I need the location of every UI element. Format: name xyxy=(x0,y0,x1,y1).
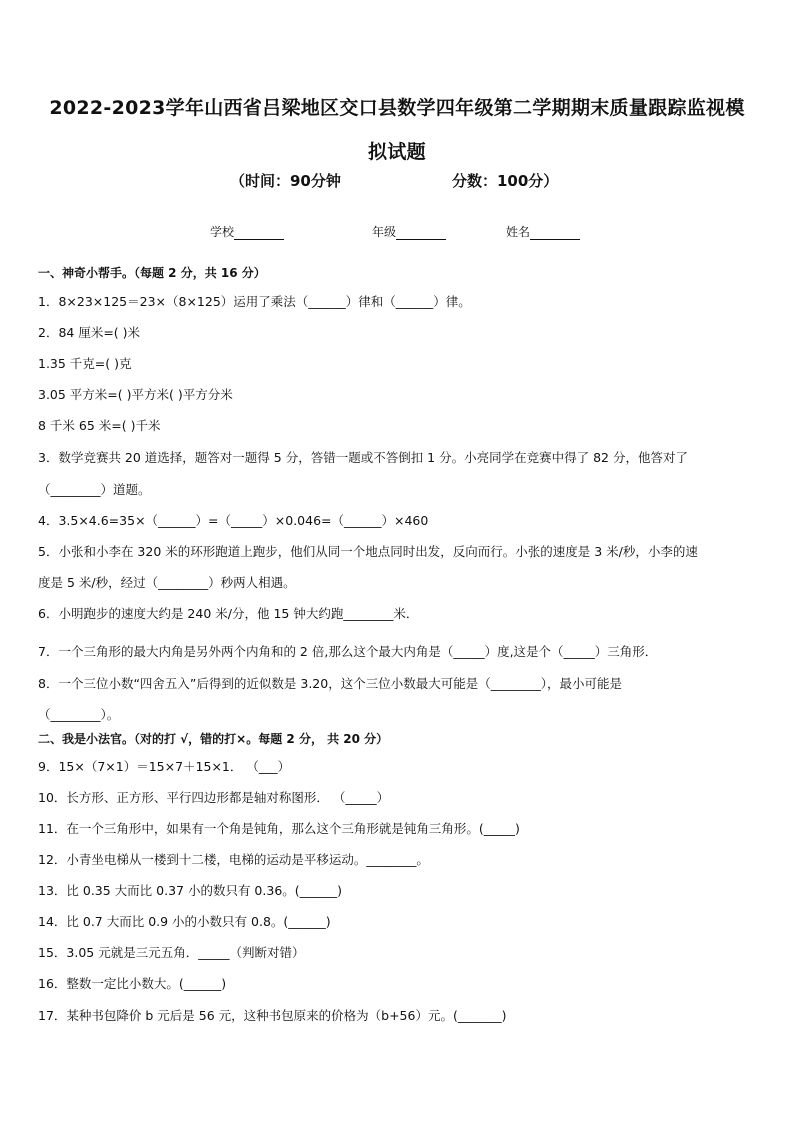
grade-label: 年级 xyxy=(372,225,397,239)
question-12: 12．小青坐电梯从一楼到十二楼，电梯的运动是平移运动。________。 xyxy=(38,852,429,867)
question-14: 14．比 0.7 大而比 0.9 小的小数只有 0.8。(______) xyxy=(38,914,331,929)
section1-heading: 一、神奇小帮手。（每题 2 分，共 16 分） xyxy=(38,266,266,280)
grade-blank[interactable] xyxy=(396,226,446,240)
question-15: 15．3.05 元就是三元五角．_____（判断对错） xyxy=(38,945,305,960)
grade-field xyxy=(372,223,446,240)
time-label: （时间：90分钟 xyxy=(230,172,341,190)
question-7: 7．一个三角形的最大内角是另外两个内角和的 2 倍,那么这个最大内角是（_____）度,这是个（_____）三角形． xyxy=(38,644,658,659)
question-10: 10．长方形、正方形、平行四边形都是轴对称图形． （_____） xyxy=(38,790,390,805)
school-label: 学校 xyxy=(210,225,235,239)
name-blank[interactable] xyxy=(530,226,580,240)
score-label: 分数：100分） xyxy=(452,172,559,190)
question-6: 6．小明跑步的速度大约是 240 米/分，他 15 钟大约跑________米． xyxy=(38,606,419,621)
student-info xyxy=(0,223,794,245)
question-8b: （________）。 xyxy=(38,707,120,722)
time-score-line xyxy=(0,170,794,194)
question-3b: （________）道题。 xyxy=(38,482,151,497)
question-13: 13．比 0.35 大而比 0.37 小的数只有 0.36。(______) xyxy=(38,883,343,898)
question-17: 17．某种书包降价 b 元后是 56 元，这种书包原来的价格为（b+56）元。(_______) xyxy=(38,1008,507,1023)
question-1: 1．8×23×125＝23×（8×125）运用了乘法（______）律和（______）律。 xyxy=(38,294,471,309)
school-field xyxy=(210,223,284,240)
question-9: 9．15×（7×1）＝15×7＋15×1． （___） xyxy=(38,759,291,774)
question-16: 16．整数一定比小数大。(______) xyxy=(38,976,227,991)
question-2d: 8 千米 65 米=( )千米 xyxy=(38,418,161,433)
name-field xyxy=(506,223,580,240)
name-label: 姓名 xyxy=(506,225,531,239)
school-blank[interactable] xyxy=(234,226,284,240)
section2-heading: 二、我是小法官。（对的打 √，错的打×。每题 2 分， 共 20 分） xyxy=(38,732,389,746)
question-5a: 5．小张和小李在 320 米的环形跑道上跑步，他们从同一个地点同时出发，反向而行。小张的速度是 3 米/秒，小李的速 xyxy=(38,544,698,559)
question-2c: 3.05 平方米=( )平方米( )平方分米 xyxy=(38,387,233,402)
question-2a: 2．84 厘米=( )米 xyxy=(38,325,141,340)
question-11: 11．在一个三角形中，如果有一个角是钝角，那么这个三角形就是钝角三角形。(_____) xyxy=(38,821,520,836)
question-8a: 8．一个三位小数“四舍五入”后得到的近似数是 3.20，这个三位小数最大可能是（________），最小可能是 xyxy=(38,676,622,691)
question-4: 4．3.5×4.6=35×（______）=（_____）×0.046=（______）×460 xyxy=(38,513,429,528)
question-5b: 度是 5 米/秒，经过（________）秒两人相遇。 xyxy=(38,575,296,590)
page-title: 2022-2023学年山西省吕梁地区交口县数学四年级第二学期期末质量跟踪监视模拟试题 xyxy=(49,97,745,163)
question-2b: 1.35 千克=( )克 xyxy=(38,356,132,371)
question-3a: 3．数学竞赛共 20 道选择，题答对一题得 5 分，答错一题或不答倒扣 1 分。小亮同学在竞赛中得了 82 分，他答对了 xyxy=(38,450,688,465)
